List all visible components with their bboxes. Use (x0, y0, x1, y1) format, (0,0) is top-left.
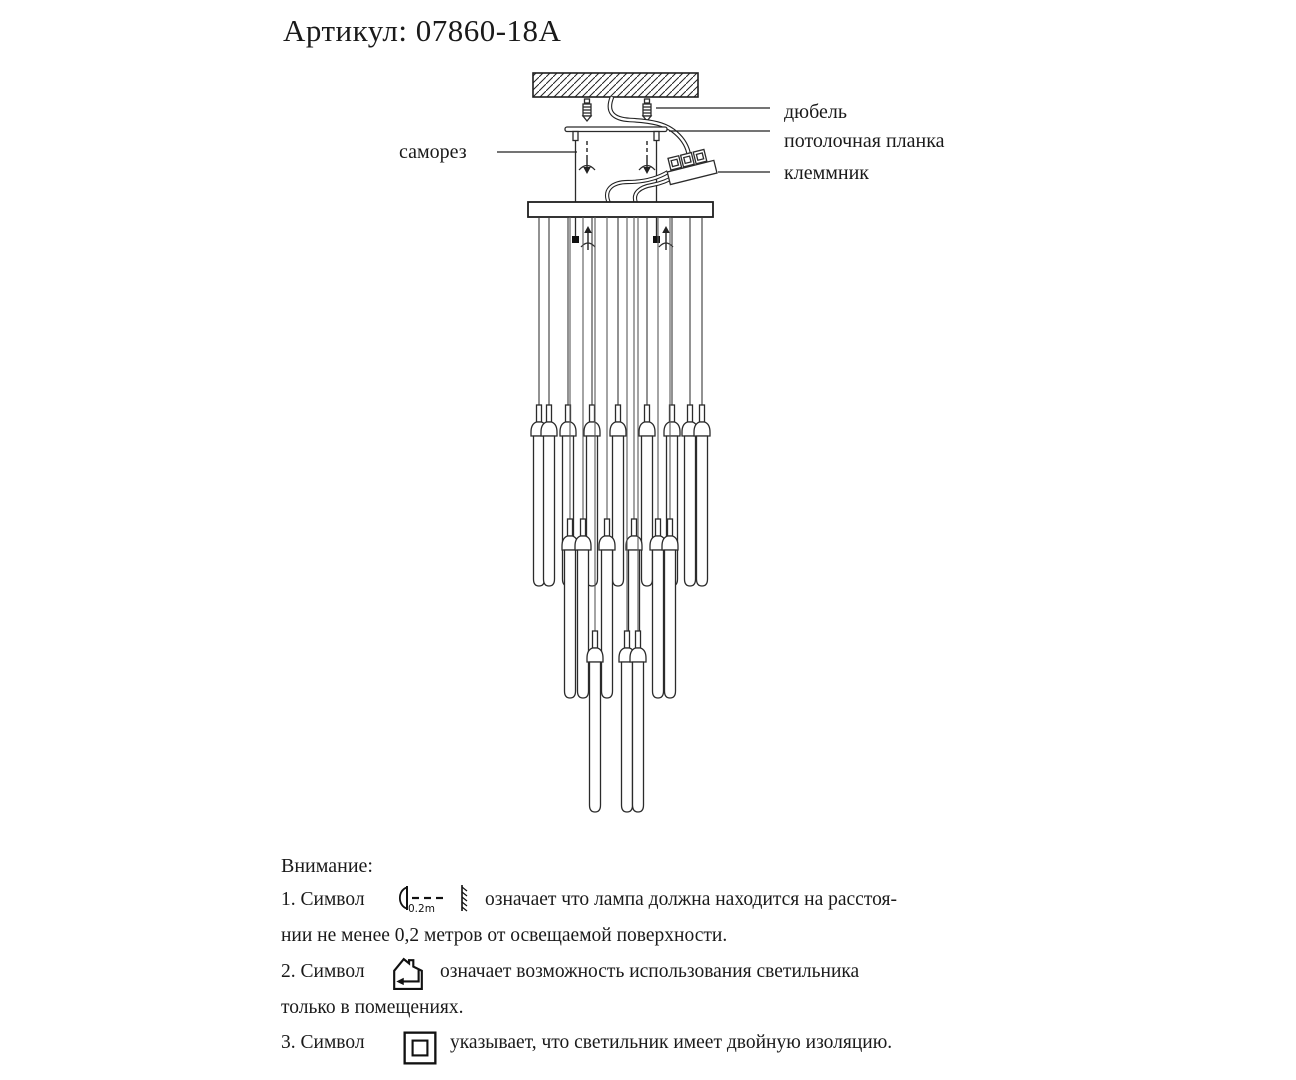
note-3-text: указывает, что светильник имеет двойную изоляцию. (450, 1032, 893, 1053)
note-3-line-1 (281, 1032, 893, 1054)
note-2-prefix: 2. Символ (281, 961, 365, 982)
note-1-prefix: 1. Символ (281, 889, 365, 910)
note-2-line-2: только в помещениях. (281, 997, 464, 1018)
note-1-text: означает что лампа должна находится на расстоя- (485, 889, 897, 910)
double-insulation-icon (402, 1030, 438, 1066)
note-3-prefix: 3. Символ (281, 1032, 365, 1053)
note-1-line-2: нии не менее 0,2 метров от освещаемой поверхности. (281, 925, 728, 946)
note-2-text: означает возможность использования светильника (440, 961, 860, 982)
label-dowel: дюбель (784, 101, 848, 123)
indoor-only-icon (391, 957, 425, 991)
label-terminal-block: клеммник (784, 162, 870, 184)
distance-value: 0.2m (408, 903, 435, 915)
lamp-distance-icon (393, 883, 477, 921)
article-title: Артикул: 07860-18А (283, 13, 562, 48)
notes-heading: Внимание: (281, 855, 373, 877)
note-2-line-1 (281, 961, 860, 983)
label-ceiling-plate: потолочная планка (784, 130, 945, 152)
label-screw: саморез (399, 141, 467, 163)
note-1-line-1 (281, 889, 897, 915)
